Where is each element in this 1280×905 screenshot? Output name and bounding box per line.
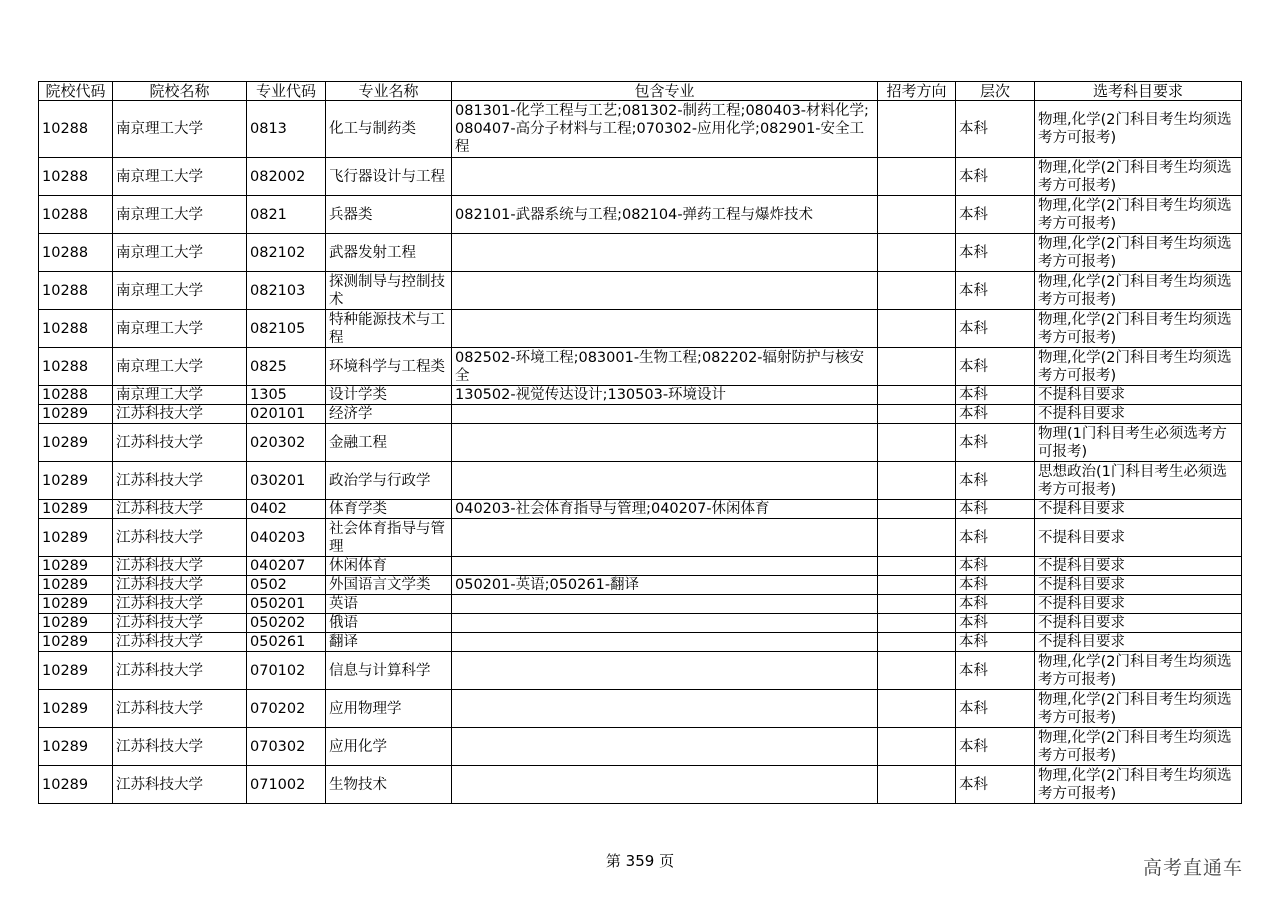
table-row: [39, 158, 1242, 196]
level-cell: 本科: [956, 386, 1035, 405]
table-row: [39, 557, 1242, 576]
major-code-cell: 020101: [247, 405, 326, 424]
school-name-cell: 江苏科技大学: [113, 614, 247, 633]
included-majors-cell: 082502-环境工程;083001-生物工程;082202-辐射防护与核安全: [452, 348, 878, 386]
subject-requirement-cell: 思想政治(1门科目考生必须选考方可报考): [1035, 462, 1242, 500]
included-majors-cell: [452, 424, 878, 462]
included-majors-cell: [452, 766, 878, 804]
major-name-cell: 特种能源技术与工程: [326, 310, 452, 348]
subject-requirement-cell: 物理,化学(2门科目考生均须选考方可报考): [1035, 690, 1242, 728]
major-name-cell: 翻译: [326, 633, 452, 652]
included-majors-cell: 081301-化学工程与工艺;081302-制药工程;080403-材料化学;080407-高分子材料与工程;070302-应用化学;082901-安全工程: [452, 101, 878, 158]
major-code-cell: 050201: [247, 595, 326, 614]
table-body: [39, 101, 1242, 804]
major-name-cell: 兵器类: [326, 196, 452, 234]
school-name-cell: 南京理工大学: [113, 348, 247, 386]
direction-cell: [878, 424, 956, 462]
direction-cell: [878, 576, 956, 595]
table-row: [39, 405, 1242, 424]
table-row: [39, 595, 1242, 614]
level-cell: 本科: [956, 614, 1035, 633]
subject-requirement-cell: 物理,化学(2门科目考生均须选考方可报考): [1035, 652, 1242, 690]
header-row: [39, 82, 1242, 101]
col-level-header: 层次: [956, 82, 1035, 101]
table-row: [39, 196, 1242, 234]
level-cell: 本科: [956, 424, 1035, 462]
table-row: [39, 728, 1242, 766]
subject-requirement-cell: 物理,化学(2门科目考生均须选考方可报考): [1035, 196, 1242, 234]
school-code-cell: 10288: [39, 196, 113, 234]
school-name-cell: 江苏科技大学: [113, 500, 247, 519]
school-name-cell: 江苏科技大学: [113, 690, 247, 728]
direction-cell: [878, 386, 956, 405]
major-code-cell: 0821: [247, 196, 326, 234]
school-name-cell: 江苏科技大学: [113, 595, 247, 614]
major-code-cell: 070202: [247, 690, 326, 728]
subject-requirement-cell: 不提科目要求: [1035, 500, 1242, 519]
level-cell: 本科: [956, 595, 1035, 614]
level-cell: 本科: [956, 728, 1035, 766]
direction-cell: [878, 272, 956, 310]
subject-requirement-cell: 物理,化学(2门科目考生均须选考方可报考): [1035, 101, 1242, 158]
subject-requirement-cell: 不提科目要求: [1035, 557, 1242, 576]
school-code-cell: 10288: [39, 310, 113, 348]
level-cell: 本科: [956, 519, 1035, 557]
major-name-cell: 金融工程: [326, 424, 452, 462]
direction-cell: [878, 196, 956, 234]
direction-cell: [878, 101, 956, 158]
school-name-cell: 江苏科技大学: [113, 766, 247, 804]
major-code-cell: 0502: [247, 576, 326, 595]
major-name-cell: 环境科学与工程类: [326, 348, 452, 386]
level-cell: 本科: [956, 196, 1035, 234]
subject-requirement-cell: 物理,化学(2门科目考生均须选考方可报考): [1035, 728, 1242, 766]
school-name-cell: 南京理工大学: [113, 158, 247, 196]
level-cell: 本科: [956, 690, 1035, 728]
col-major-code-header: 专业代码: [247, 82, 326, 101]
school-code-cell: 10289: [39, 576, 113, 595]
direction-cell: [878, 595, 956, 614]
table-row: [39, 652, 1242, 690]
included-majors-cell: [452, 652, 878, 690]
major-name-cell: 化工与制药类: [326, 101, 452, 158]
school-name-cell: 南京理工大学: [113, 386, 247, 405]
school-code-cell: 10288: [39, 234, 113, 272]
school-name-cell: 南京理工大学: [113, 234, 247, 272]
major-code-cell: 040203: [247, 519, 326, 557]
school-code-cell: 10289: [39, 614, 113, 633]
admission-table: [38, 81, 1242, 804]
major-name-cell: 信息与计算科学: [326, 652, 452, 690]
school-name-cell: 江苏科技大学: [113, 519, 247, 557]
major-name-cell: 应用物理学: [326, 690, 452, 728]
included-majors-cell: [452, 633, 878, 652]
table-row: [39, 614, 1242, 633]
included-majors-cell: [452, 595, 878, 614]
included-majors-cell: 050201-英语;050261-翻译: [452, 576, 878, 595]
direction-cell: [878, 158, 956, 196]
major-name-cell: 经济学: [326, 405, 452, 424]
school-code-cell: 10288: [39, 386, 113, 405]
subject-requirement-cell: 物理,化学(2门科目考生均须选考方可报考): [1035, 158, 1242, 196]
major-name-cell: 飞行器设计与工程: [326, 158, 452, 196]
school-name-cell: 南京理工大学: [113, 272, 247, 310]
table-row: [39, 386, 1242, 405]
direction-cell: [878, 405, 956, 424]
level-cell: 本科: [956, 348, 1035, 386]
level-cell: 本科: [956, 158, 1035, 196]
table-row: [39, 101, 1242, 158]
subject-requirement-cell: 不提科目要求: [1035, 519, 1242, 557]
included-majors-cell: [452, 728, 878, 766]
level-cell: 本科: [956, 500, 1035, 519]
col-direction-header: 招考方向: [878, 82, 956, 101]
included-majors-cell: [452, 234, 878, 272]
school-code-cell: 10289: [39, 728, 113, 766]
school-name-cell: 江苏科技大学: [113, 405, 247, 424]
included-majors-cell: 040203-社会体育指导与管理;040207-休闲体育: [452, 500, 878, 519]
level-cell: 本科: [956, 652, 1035, 690]
table-row: [39, 234, 1242, 272]
direction-cell: [878, 500, 956, 519]
school-code-cell: 10289: [39, 633, 113, 652]
major-code-cell: 040207: [247, 557, 326, 576]
major-name-cell: 外国语言文学类: [326, 576, 452, 595]
table-row: [39, 272, 1242, 310]
major-name-cell: 英语: [326, 595, 452, 614]
included-majors-cell: [452, 690, 878, 728]
included-majors-cell: [452, 519, 878, 557]
subject-requirement-cell: 不提科目要求: [1035, 614, 1242, 633]
major-code-cell: 071002: [247, 766, 326, 804]
table-row: [39, 310, 1242, 348]
watermark: 高考直通车: [1143, 857, 1244, 879]
direction-cell: [878, 633, 956, 652]
direction-cell: [878, 557, 956, 576]
major-code-cell: 0813: [247, 101, 326, 158]
level-cell: 本科: [956, 576, 1035, 595]
level-cell: 本科: [956, 234, 1035, 272]
major-code-cell: 082102: [247, 234, 326, 272]
school-name-cell: 江苏科技大学: [113, 424, 247, 462]
major-code-cell: 1305: [247, 386, 326, 405]
table-row: [39, 519, 1242, 557]
level-cell: 本科: [956, 462, 1035, 500]
page-number: 第 359 页: [605, 852, 675, 870]
major-name-cell: 应用化学: [326, 728, 452, 766]
school-code-cell: 10288: [39, 348, 113, 386]
col-major-name-header: 专业名称: [326, 82, 452, 101]
school-code-cell: 10288: [39, 272, 113, 310]
major-code-cell: 030201: [247, 462, 326, 500]
school-code-cell: 10289: [39, 519, 113, 557]
school-code-cell: 10289: [39, 462, 113, 500]
major-name-cell: 生物技术: [326, 766, 452, 804]
direction-cell: [878, 462, 956, 500]
subject-requirement-cell: 不提科目要求: [1035, 576, 1242, 595]
major-code-cell: 070102: [247, 652, 326, 690]
school-name-cell: 南京理工大学: [113, 310, 247, 348]
table-row: [39, 633, 1242, 652]
major-code-cell: 082002: [247, 158, 326, 196]
direction-cell: [878, 348, 956, 386]
table-row: [39, 462, 1242, 500]
subject-requirement-cell: 物理,化学(2门科目考生均须选考方可报考): [1035, 766, 1242, 804]
subject-requirement-cell: 不提科目要求: [1035, 633, 1242, 652]
included-majors-cell: 082101-武器系统与工程;082104-弹药工程与爆炸技术: [452, 196, 878, 234]
included-majors-cell: [452, 158, 878, 196]
level-cell: 本科: [956, 272, 1035, 310]
major-name-cell: 设计学类: [326, 386, 452, 405]
major-name-cell: 休闲体育: [326, 557, 452, 576]
direction-cell: [878, 519, 956, 557]
included-majors-cell: [452, 557, 878, 576]
school-name-cell: 江苏科技大学: [113, 462, 247, 500]
major-code-cell: 0402: [247, 500, 326, 519]
school-code-cell: 10289: [39, 766, 113, 804]
level-cell: 本科: [956, 766, 1035, 804]
col-included-majors-header: 包含专业: [452, 82, 878, 101]
subject-requirement-cell: 物理,化学(2门科目考生均须选考方可报考): [1035, 348, 1242, 386]
subject-requirement-cell: 不提科目要求: [1035, 386, 1242, 405]
included-majors-cell: [452, 272, 878, 310]
subject-requirement-cell: 物理(1门科目考生必须选考方可报考): [1035, 424, 1242, 462]
major-name-cell: 俄语: [326, 614, 452, 633]
major-code-cell: 020302: [247, 424, 326, 462]
included-majors-cell: [452, 614, 878, 633]
table-row: [39, 500, 1242, 519]
included-majors-cell: [452, 405, 878, 424]
major-code-cell: 0825: [247, 348, 326, 386]
major-name-cell: 政治学与行政学: [326, 462, 452, 500]
level-cell: 本科: [956, 405, 1035, 424]
level-cell: 本科: [956, 310, 1035, 348]
subject-requirement-cell: 物理,化学(2门科目考生均须选考方可报考): [1035, 272, 1242, 310]
direction-cell: [878, 234, 956, 272]
school-name-cell: 江苏科技大学: [113, 652, 247, 690]
table-row: [39, 766, 1242, 804]
school-name-cell: 江苏科技大学: [113, 728, 247, 766]
col-subject-requirement-header: 选考科目要求: [1035, 82, 1242, 101]
school-name-cell: 江苏科技大学: [113, 557, 247, 576]
included-majors-cell: [452, 310, 878, 348]
major-name-cell: 武器发射工程: [326, 234, 452, 272]
table-row: [39, 424, 1242, 462]
school-code-cell: 10289: [39, 652, 113, 690]
table-row: [39, 690, 1242, 728]
direction-cell: [878, 310, 956, 348]
subject-requirement-cell: 不提科目要求: [1035, 595, 1242, 614]
direction-cell: [878, 766, 956, 804]
level-cell: 本科: [956, 101, 1035, 158]
school-name-cell: 江苏科技大学: [113, 633, 247, 652]
major-code-cell: 082105: [247, 310, 326, 348]
col-school-code-header: 院校代码: [39, 82, 113, 101]
major-code-cell: 050202: [247, 614, 326, 633]
school-code-cell: 10289: [39, 690, 113, 728]
major-code-cell: 082103: [247, 272, 326, 310]
subject-requirement-cell: 物理,化学(2门科目考生均须选考方可报考): [1035, 310, 1242, 348]
direction-cell: [878, 728, 956, 766]
subject-requirement-cell: 物理,化学(2门科目考生均须选考方可报考): [1035, 234, 1242, 272]
school-code-cell: 10289: [39, 557, 113, 576]
school-code-cell: 10288: [39, 158, 113, 196]
direction-cell: [878, 614, 956, 633]
major-name-cell: 探测制导与控制技术: [326, 272, 452, 310]
school-code-cell: 10289: [39, 500, 113, 519]
level-cell: 本科: [956, 633, 1035, 652]
major-name-cell: 社会体育指导与管理: [326, 519, 452, 557]
direction-cell: [878, 690, 956, 728]
school-code-cell: 10289: [39, 595, 113, 614]
school-name-cell: 江苏科技大学: [113, 576, 247, 595]
included-majors-cell: 130502-视觉传达设计;130503-环境设计: [452, 386, 878, 405]
subject-requirement-cell: 不提科目要求: [1035, 405, 1242, 424]
direction-cell: [878, 652, 956, 690]
school-name-cell: 南京理工大学: [113, 196, 247, 234]
major-name-cell: 体育学类: [326, 500, 452, 519]
school-code-cell: 10289: [39, 405, 113, 424]
included-majors-cell: [452, 462, 878, 500]
school-name-cell: 南京理工大学: [113, 101, 247, 158]
school-code-cell: 10289: [39, 424, 113, 462]
level-cell: 本科: [956, 557, 1035, 576]
col-school-name-header: 院校名称: [113, 82, 247, 101]
table-row: [39, 576, 1242, 595]
major-code-cell: 070302: [247, 728, 326, 766]
school-code-cell: 10288: [39, 101, 113, 158]
table-row: [39, 348, 1242, 386]
major-code-cell: 050261: [247, 633, 326, 652]
